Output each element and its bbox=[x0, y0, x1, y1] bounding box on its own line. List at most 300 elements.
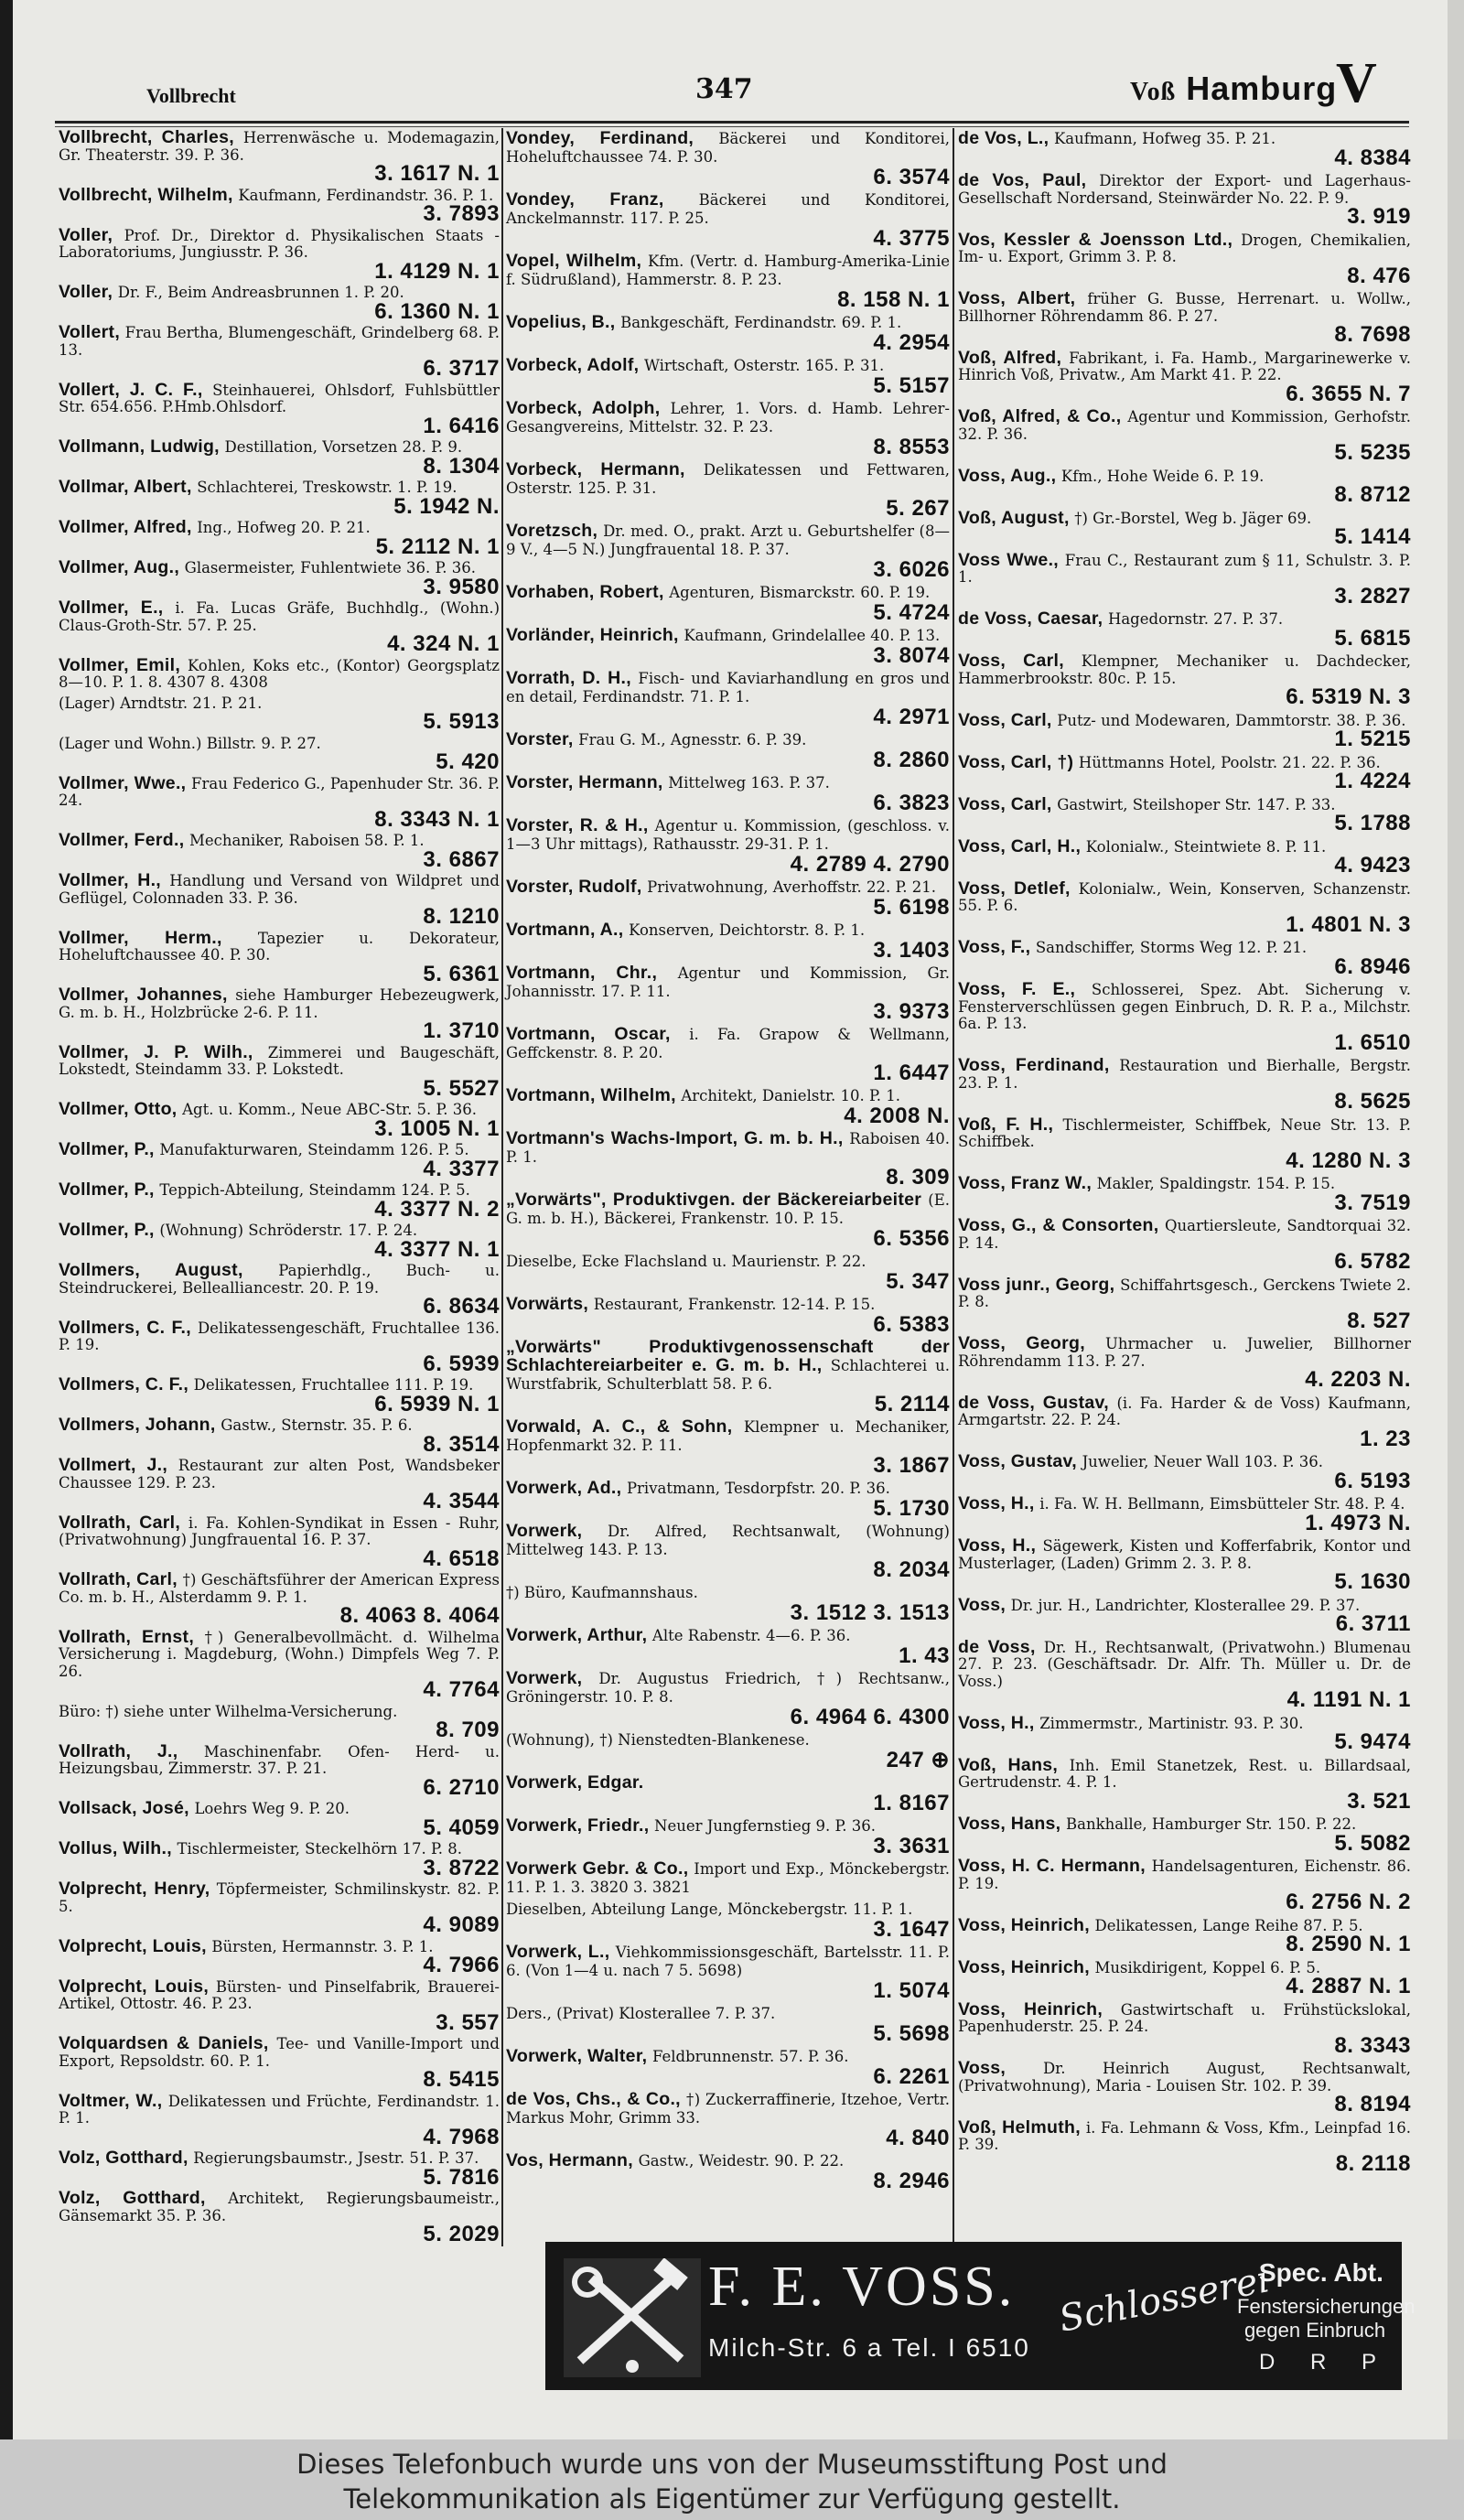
entry-details: Schlachterei u. Wurstfabrik, Schulterblatt 58. P. 6. bbox=[506, 1357, 950, 1393]
entry-name: Voss, Franz W., bbox=[958, 1173, 1093, 1193]
entry-phone-number: 4. 2887 N. 1 bbox=[1286, 1974, 1411, 1998]
entry-details: Dr. Augustus Friedrich, †) Rechtsanw., Gröningerstr. 10. P. 8. bbox=[506, 1670, 950, 1706]
entry-name: Voss junr., Georg, bbox=[958, 1274, 1115, 1295]
column-divider bbox=[953, 128, 954, 2246]
entry-phone-number: 1. 43 bbox=[899, 1643, 950, 1668]
entry-name: Vorwerk, Arthur, bbox=[506, 1625, 648, 1645]
directory-entry bbox=[59, 1179, 500, 1222]
directory-entry bbox=[506, 2152, 950, 2192]
directory-entry bbox=[506, 1418, 950, 1476]
directory-entry bbox=[506, 130, 950, 188]
directory-entry bbox=[506, 1523, 950, 1580]
entry-name: Voß, F. H., bbox=[958, 1114, 1054, 1135]
entry-details: Klempner, Mechaniker u. Dachdecker, Hammerbrookstr. 80c. P. 15. bbox=[958, 652, 1411, 687]
entry-details: Tee- und Vanille-Import und Export, Repsoldstr. 60. P. 1. bbox=[59, 2035, 500, 2070]
entry-details: Frau Federico G., Papenhuder Str. 36. P. 24. bbox=[59, 774, 500, 809]
directory-entry bbox=[59, 1455, 500, 1513]
entry-name: Vollmer, Johannes, bbox=[59, 985, 228, 1005]
entry-phone-number: 6. 3717 bbox=[423, 356, 500, 381]
directory-entry bbox=[59, 987, 500, 1041]
entry-name: Voss, bbox=[958, 2058, 1006, 2078]
header-right-word bbox=[1130, 70, 1337, 108]
entry-name: Vorhaben, Robert, bbox=[506, 582, 664, 602]
page-number: 347 bbox=[695, 73, 753, 105]
entry-phone-number: 4. 8384 bbox=[1334, 145, 1411, 170]
entry-phone-number: 6. 2756 N. 2 bbox=[1286, 1890, 1411, 1914]
directory-entry bbox=[958, 1537, 1411, 1593]
entry-details: Agenturen, Bismarckstr. 60. P. 19. bbox=[669, 584, 931, 601]
entry-phone-number: 247 ⊕ bbox=[886, 1748, 950, 1772]
entry-details: Quartiersleute, Sandtorquai 32. P. 14. bbox=[958, 1217, 1411, 1252]
entry-details: Kaufmann, Ferdinandstr. 36. P. 1. bbox=[238, 186, 494, 204]
directory-entry bbox=[506, 731, 950, 770]
entry-name: Vollmer, Alfred, bbox=[59, 517, 192, 537]
entry-phone-number: 3. 8074 bbox=[873, 643, 950, 668]
entry-phone-number: 1. 4801 N. 3 bbox=[1286, 911, 1411, 937]
entry-name: „Vorwärts", Produktivgen. der Bäckereiarbeiter bbox=[506, 1190, 922, 1210]
entry-details: Ing., Hofweg 20. P. 21. bbox=[197, 519, 371, 536]
entry-name: Vollmer, P., bbox=[59, 1179, 155, 1200]
entry-name: Volprecht, Louis, bbox=[59, 1935, 207, 1956]
directory-entry bbox=[506, 253, 950, 310]
entry-name: Vollmar, Albert, bbox=[59, 477, 192, 497]
entry-details: Direktor der Export- und Lagerhaus-Gesellschaft Nordersand, Steinwärder No. 22. P. 9. bbox=[958, 172, 1411, 207]
entry-details: Dr. Heinrich August, Rechtsanwalt, (Privatwohnung), Maria - Louisen Str. 102. P. 39. bbox=[958, 2060, 1411, 2095]
entry-name: „Vorwärts" Produktivgenossenschaft der Schlachtereiarbeiter e. G. m. b. H., bbox=[506, 1337, 950, 1375]
directory-entry bbox=[506, 627, 950, 666]
entry-name: Vorster, Hermann, bbox=[506, 772, 663, 792]
entry-details: Loehrs Weg 9. P. 20. bbox=[194, 1800, 350, 1817]
directory-entry bbox=[59, 1740, 500, 1800]
entry-details: Töpfermeister, Schmilinskystr. 82. P. 5. bbox=[59, 1880, 500, 1915]
directory-entry bbox=[506, 461, 950, 519]
directory-entry bbox=[958, 981, 1411, 1053]
directory-entry bbox=[958, 130, 1411, 168]
directory-entry bbox=[59, 1317, 500, 1376]
entry-name: Vorster, R. & H., bbox=[506, 815, 649, 835]
header-left-word: Vollbrecht bbox=[146, 84, 236, 107]
entry-details: Agentur u. Kommission, (geschloss. v. 1—3 Uhr mittags), Rathausstr. 29-31. P. 1. bbox=[506, 817, 951, 853]
directory-entry bbox=[958, 1636, 1411, 1712]
entry-details: Gastwirt, Steilshoper Str. 147. P. 33. bbox=[1057, 795, 1336, 813]
directory-entry bbox=[59, 2033, 500, 2092]
entry-details: (Lager und Wohn.) Billstr. 9. P. 27. bbox=[59, 734, 321, 752]
directory-entry bbox=[958, 1392, 1411, 1451]
entry-name: Vorster, bbox=[506, 729, 574, 749]
entry-name: Voß, Hans, bbox=[958, 1754, 1059, 1775]
entry-name: Vorwald, A. C., & Sohn, bbox=[506, 1416, 733, 1437]
directory-entry bbox=[506, 400, 950, 458]
entry-phone-number: 3. 7893 bbox=[423, 201, 500, 226]
entry-name: Vorwerk, Edgar. bbox=[506, 1772, 644, 1793]
binding-edge-shadow bbox=[0, 0, 13, 2439]
entry-details: (E. G. m. b. H.), Bäckerei, Frankenstr. 10. P. 15. bbox=[506, 1191, 950, 1227]
entry-details: Raboisen 40. P. 1. bbox=[506, 1130, 950, 1166]
entry-phone-number: 1. 5215 bbox=[1334, 727, 1411, 751]
entry-name: Voller, bbox=[59, 224, 113, 245]
entry-details: Architekt, Danielstr. 10. P. 1. bbox=[681, 1087, 900, 1104]
entry-phone-number: 5. 1414 bbox=[1334, 524, 1411, 549]
entry-details: früher G. Busse, Herrenart. u. Wollw., Billhorner Röhrendamm 86. P. 27. bbox=[958, 290, 1411, 325]
entry-details: i. Fa. Grapow & Wellmann, Geffckenstr. 8. P. 20. bbox=[506, 1026, 951, 1061]
entry-name: Voretzsch, bbox=[506, 521, 598, 541]
directory-entry bbox=[506, 964, 950, 1022]
directory-entry bbox=[506, 1026, 950, 1083]
entry-phone-number: 6. 5383 bbox=[873, 1312, 950, 1337]
entry-details: Putz- und Modewaren, Dammtorstr. 38. P. 36. bbox=[1057, 711, 1406, 729]
entry-details: Glasermeister, Fuhlentwiete 36. P. 36. bbox=[184, 559, 476, 576]
entry-phone-number: 6. 3655 N. 7 bbox=[1286, 381, 1411, 406]
entry-name: Vollmers, C. F., bbox=[59, 1317, 191, 1338]
directory-entry bbox=[59, 2090, 500, 2149]
entry-phone-number: 4. 1280 N. 3 bbox=[1286, 1147, 1411, 1173]
entry-phone-number: 4. 2203 N. bbox=[1305, 1367, 1411, 1392]
entry-name: Vortmann, Wilhelm, bbox=[506, 1085, 676, 1105]
entry-details: Zimmermstr., Martinistr. 93. P. 30. bbox=[1039, 1714, 1304, 1732]
entry-details: Teppich-Abteilung, Steindamm 124. P. 5. bbox=[159, 1181, 470, 1199]
directory-entry bbox=[506, 1774, 950, 1814]
entry-details: Bürsten, Hermannstr. 3. P. 1. bbox=[211, 1937, 434, 1955]
entry-details: Agentur und Kommission, Gr. Johannisstr. 17. P. 11. bbox=[506, 964, 950, 1000]
entry-name: Voss, Carl, bbox=[958, 793, 1052, 814]
entry-name: Vos, Hermann, bbox=[506, 2150, 633, 2170]
entry-phone-number: 6. 5356 bbox=[873, 1226, 950, 1251]
entry-name: Voss, Carl, bbox=[958, 651, 1064, 671]
entry-phone-number: 6. 2710 bbox=[423, 1774, 500, 1800]
entry-details: Bäckerei und Konditorei, Anckelmannstr. 117. P. 25. bbox=[506, 191, 950, 227]
entry-phone-number: 8. 4063 8. 4064 bbox=[339, 1603, 500, 1628]
entry-details: Mittelweg 163. P. 37. bbox=[668, 774, 830, 792]
entry-name: Volz, Gotthard, bbox=[59, 2188, 206, 2208]
page-edge bbox=[1448, 0, 1464, 2439]
header-right-prefix: Voß bbox=[1130, 78, 1177, 106]
entry-phone-number: 8. 2118 bbox=[1335, 2150, 1411, 2176]
entry-phone-number: 6. 3574 bbox=[873, 165, 950, 189]
entry-details: Kolonialw., Wein, Konserven, Schanzenstr. 55. P. 6. bbox=[958, 879, 1411, 914]
directory-entry bbox=[59, 600, 500, 654]
directory-entry bbox=[506, 1860, 950, 1897]
entry-name: Vortmann, Chr., bbox=[506, 963, 658, 983]
directory-entry bbox=[59, 1512, 500, 1571]
entry-phone-number: 1. 4129 N. 1 bbox=[374, 258, 500, 284]
entry-details: †) Büro, Kaufmannshaus. bbox=[506, 1584, 698, 1601]
entry-name: Vollmers, August, bbox=[59, 1260, 243, 1280]
entry-name: Vorwerk, L., bbox=[506, 1942, 610, 1962]
entry-name: Vollrath, Carl, bbox=[59, 1512, 181, 1533]
entry-phone-number: 3. 1403 bbox=[873, 938, 950, 963]
directory-entry bbox=[506, 1087, 950, 1126]
entry-name: Vollmer, P., bbox=[59, 1139, 155, 1159]
entry-phone-number: 4. 1191 N. 1 bbox=[1286, 1687, 1411, 1712]
directory-entry bbox=[506, 817, 950, 875]
entry-name: Vollmer, Emil, bbox=[59, 654, 181, 675]
header-rule bbox=[55, 121, 1409, 124]
entry-phone-number: 1. 6416 bbox=[423, 413, 500, 438]
directory-entry bbox=[506, 522, 950, 580]
entry-phone-number: 3. 1005 N. 1 bbox=[374, 1115, 500, 1141]
entry-phone-number: 4. 2971 bbox=[873, 705, 950, 729]
directory-entry bbox=[958, 549, 1411, 608]
entry-phone-number: 5. 420 bbox=[436, 749, 500, 774]
entry-name: Vorwerk, bbox=[506, 1668, 583, 1688]
entry-phone-number: 8. 3514 bbox=[423, 1431, 500, 1457]
ad-spec: Spec. Abt. bbox=[1259, 2258, 1383, 2287]
entry-details: Delikatessen, Fruchtallee 111. P. 19. bbox=[193, 1376, 474, 1394]
entry-name: Vollmer, J. P. Wilh., bbox=[59, 1041, 253, 1062]
entry-name: Vollmert, J., bbox=[59, 1455, 168, 1475]
entry-phone-number: 1. 6510 bbox=[1334, 1029, 1411, 1055]
entry-details: Fisch- und Kaviarhandlung en gros und en detail, Ferdinandstr. 71. P. 1. bbox=[506, 670, 950, 705]
directory-entry bbox=[59, 1935, 500, 1977]
directory-entry bbox=[958, 1815, 1411, 1854]
directory-entry bbox=[958, 1057, 1411, 1113]
directory-entry bbox=[59, 1139, 500, 1181]
entry-details: Dr. H., Rechtsanwalt, (Privatwohn.) Blumenau 27. P. 23. (Geschäftsadr. Dr. Alfr. Th. Müller u. Dr. de Voss.) bbox=[958, 1638, 1411, 1690]
entry-phone-number: 4. 2789 4. 2790 bbox=[790, 852, 950, 877]
column-3 bbox=[958, 130, 1411, 2178]
entry-details: Sägewerk, Kisten und Kofferfabrik, Kontor und Musterlager, (Laden) Grimm 2. 3. P. 8. bbox=[958, 1537, 1411, 1572]
attribution-footer bbox=[0, 2439, 1464, 2520]
entry-phone-number: 8. 158 N. 1 bbox=[837, 287, 950, 312]
entry-name: Volz, Gotthard, bbox=[59, 2148, 188, 2168]
entry-details: Konserven, Deichtorstr. 8. P. 1. bbox=[629, 921, 866, 939]
entry-phone-number: 3. 1617 N. 1 bbox=[374, 161, 500, 186]
directory-entry bbox=[958, 709, 1411, 751]
entry-name: Voß, August, bbox=[958, 507, 1070, 528]
entry-details: (i. Fa. Harder & de Voss) Kaufmann, Armgartstr. 22. P. 24. bbox=[958, 1394, 1411, 1428]
entry-details: Inh. Emil Stanetzek, Rest. u. Billardsaal, Gertrudenstr. 4. P. 1. bbox=[958, 1756, 1411, 1791]
entry-name: Vollert, bbox=[59, 322, 121, 342]
entry-name: Voß, Alfred, & Co., bbox=[958, 406, 1122, 426]
entry-name: de Vos, Paul, bbox=[958, 170, 1087, 190]
ad-brand: F. E. VOSS. bbox=[708, 2256, 1016, 2318]
directory-entry bbox=[59, 322, 500, 381]
entry-details: Klempner u. Mechaniker, Hopfenmarkt 32. P. 11. bbox=[506, 1418, 950, 1454]
entry-details: (Wohnung) Schröderstr. 17. P. 24. bbox=[159, 1222, 418, 1239]
directory-entry bbox=[59, 1976, 500, 2035]
entry-details: Sandschiffer, Storms Weg 12. P. 21. bbox=[1035, 939, 1308, 956]
entry-phone-number: 6. 1360 N. 1 bbox=[374, 298, 500, 324]
entry-name: Voss, Heinrich, bbox=[958, 1956, 1090, 1977]
entry-phone-number: 3. 521 bbox=[1347, 1788, 1411, 1814]
directory-entry bbox=[506, 584, 950, 623]
entry-phone-number: 8. 709 bbox=[436, 1718, 500, 1742]
entry-phone-number: 4. 3377 N. 1 bbox=[374, 1236, 500, 1262]
entry-name: de Voss, Caesar, bbox=[958, 608, 1103, 629]
entry-phone-number: 8. 7698 bbox=[1334, 322, 1411, 347]
entry-phone-number: 4. 9089 bbox=[423, 1912, 500, 1937]
directory-entry bbox=[506, 1584, 950, 1623]
entry-details: Schlachterei, Treskowstr. 1. P. 19. bbox=[197, 479, 458, 496]
entry-phone-number: 1. 5074 bbox=[873, 1978, 950, 2003]
directory-entry bbox=[506, 1480, 950, 1519]
entry-details: Frau Bertha, Blumengeschäft, Grindelberg 68. P. 13. bbox=[59, 324, 500, 359]
entry-name: Voss, Heinrich, bbox=[958, 1914, 1090, 1935]
entry-details: Lehrer, 1. Vors. d. Hamb. Lehrer-Gesangvereins, Mittelstr. 32. P. 23. bbox=[506, 400, 950, 436]
page-header bbox=[55, 52, 1409, 114]
entry-name: Vorwerk, Walter, bbox=[506, 2046, 648, 2066]
directory-entry bbox=[59, 184, 500, 226]
entry-phone-number: 4. 3377 N. 2 bbox=[374, 1196, 500, 1222]
entry-name: Vollmer, Ferd., bbox=[59, 830, 185, 850]
entry-phone-number: 6. 5319 N. 3 bbox=[1286, 684, 1411, 709]
directory-entry bbox=[59, 1626, 500, 1702]
entry-details: Drogen, Chemikalien, Im- u. Export, Grimm 3. P. 8. bbox=[958, 231, 1411, 265]
entry-phone-number: 8. 8712 bbox=[1334, 482, 1411, 507]
entry-details: Steinhauerei, Ohlsdorf, Fuhlsbüttler Str. 654.656. P.Hmb.Ohlsdorf. bbox=[59, 381, 500, 415]
entry-name: Vollmer, P., bbox=[59, 1220, 155, 1240]
entry-details: Dr. jur. H., Landrichter, Klosterallee 29. P. 37. bbox=[1010, 1596, 1361, 1614]
entry-name: Vollmer, H., bbox=[59, 870, 162, 890]
entry-phone-number: 1. 6447 bbox=[873, 1061, 950, 1085]
entry-details: †) Gr.-Borstel, Weg b. Jäger 69. bbox=[1074, 509, 1312, 527]
entry-phone-number: 3. 1867 bbox=[873, 1453, 950, 1478]
entry-details: Herrenwäsche u. Modemagazin, Gr. Theaterstr. 39. P. 36. bbox=[59, 129, 500, 164]
entry-name: Vortmann, A., bbox=[506, 920, 624, 940]
entry-phone-number: 4. 2954 bbox=[873, 330, 950, 355]
entry-phone-number: 8. 2034 bbox=[873, 1557, 950, 1582]
entry-name: Vopelius, B., bbox=[506, 312, 616, 332]
column-2 bbox=[506, 130, 950, 2195]
entry-name: Voss, Georg, bbox=[958, 1333, 1085, 1353]
entry-phone-number: 8. 476 bbox=[1347, 263, 1411, 288]
entry-details: Frau C., Restaurant zum § 11, Schulstr. 3. P. 1. bbox=[958, 551, 1411, 586]
directory-entry bbox=[59, 736, 500, 772]
entry-name: Vondey, Franz, bbox=[506, 189, 664, 210]
directory-entry bbox=[506, 2048, 950, 2087]
entry-phone-number: 8. 309 bbox=[886, 1165, 950, 1190]
entry-phone-number: 6. 8634 bbox=[423, 1294, 500, 1319]
directory-entry bbox=[506, 1944, 950, 2001]
entry-phone-number: 4. 7968 bbox=[423, 2124, 500, 2149]
entry-phone-number: 8. 2860 bbox=[873, 748, 950, 772]
directory-entry bbox=[506, 191, 950, 249]
entry-name: Voss, Carl, H., bbox=[958, 835, 1082, 856]
entry-details: Musikdirigent, Koppel 6. P. 5. bbox=[1094, 1958, 1321, 1976]
entry-details: Privatmann, Tesdorpfstr. 20. P. 36. bbox=[626, 1480, 890, 1497]
entry-phone-number: 6. 5939 N. 1 bbox=[374, 1391, 500, 1416]
footer-line-2: Telekommunikation als Eigentümer zur Verfügung gestellt. bbox=[343, 2483, 1121, 2515]
entry-phone-number: 5. 6198 bbox=[873, 895, 950, 920]
entry-details: i. Fa. Lucas Gräfe, Buchhdlg., (Wohn.) Claus-Groth-Str. 57. P. 25. bbox=[59, 599, 501, 634]
entry-details: Frau G. M., Agnesstr. 6. P. 39. bbox=[578, 731, 807, 748]
entry-details: Tapezier u. Dekorateur, Hoheluftchaussee 40. P. 30. bbox=[59, 929, 500, 964]
entry-phone-number: 6. 3823 bbox=[873, 791, 950, 815]
entry-name: Vollmer, Aug., bbox=[59, 557, 180, 577]
entry-details: Destillation, Vorsetzen 28. P. 9. bbox=[224, 438, 463, 456]
directory-entry bbox=[958, 1175, 1411, 1213]
entry-details: Schiffahrtsgesch., Gerckens Twiete 2. P. 8. bbox=[958, 1276, 1411, 1310]
entry-phone-number: 4. 2008 N. bbox=[844, 1104, 950, 1128]
directory-entry bbox=[506, 1670, 950, 1728]
entry-name: de Vos, Chs., & Co., bbox=[506, 2089, 681, 2109]
entry-phone-number: 6. 4964 6. 4300 bbox=[790, 1705, 950, 1729]
directory-entry bbox=[59, 282, 500, 324]
directory-entry bbox=[958, 1217, 1411, 1273]
entry-details: Schlosserei, Spez. Abt. Sicherung v. Fensterverschlüssen gegen Einbruch, D. R. P. a., Milchstr. 6a. P. 13. bbox=[958, 981, 1411, 1032]
directory-entry bbox=[59, 870, 500, 929]
advertisement-fe-voss bbox=[545, 2242, 1416, 2390]
entry-phone-number: 3. 557 bbox=[436, 2009, 500, 2035]
directory-entry bbox=[59, 1260, 500, 1319]
entry-details: i. Fa. Kohlen-Syndikat in Essen - Ruhr, (Privatwohnung) Jungfrauental 16. P. 37. bbox=[59, 1513, 500, 1548]
entry-phone-number: 6. 3711 bbox=[1335, 1611, 1411, 1636]
entry-details: Prof. Dr., Direktor d. Physikalischen Staats - Laboratoriums, Jungiusstr. P. 36. bbox=[59, 226, 500, 261]
entry-name: Vollrath, J., bbox=[59, 1740, 178, 1761]
entry-phone-number: 6. 5939 bbox=[423, 1351, 500, 1376]
directory-entry bbox=[506, 1191, 950, 1249]
entry-name: Vollmann, Ludwig, bbox=[59, 436, 220, 457]
entry-details: Agt. u. Komm., Neue ABC-Str. 5. P. 36. bbox=[182, 1101, 478, 1118]
directory-entry bbox=[506, 1253, 950, 1292]
directory-entry bbox=[59, 1041, 500, 1101]
directory-entry bbox=[958, 793, 1411, 835]
entry-name: Vorster, Rudolf, bbox=[506, 877, 642, 897]
entry-name: Vollbrecht, Charles, bbox=[59, 127, 234, 147]
entry-name: Voss, Carl, †) bbox=[958, 751, 1074, 772]
entry-name: Voss, Carl, bbox=[958, 709, 1052, 730]
entry-name: Voss, F. E., bbox=[958, 979, 1076, 999]
directory-entry bbox=[59, 557, 500, 599]
entry-phone-number: 5. 5527 bbox=[423, 1075, 500, 1101]
entry-name: Vollmer, Otto, bbox=[59, 1099, 178, 1119]
entry-name: Voss, Heinrich, bbox=[958, 1998, 1103, 2019]
entry-phone-number: 5. 1630 bbox=[1334, 1569, 1411, 1594]
entry-phone-number: 6. 5193 bbox=[1334, 1468, 1411, 1493]
entry-details: Uhrmacher u. Juwelier, Billhorner Röhrendamm 113. P. 27. bbox=[958, 1335, 1411, 1370]
directory-entry bbox=[958, 1594, 1411, 1636]
entry-name: Vollmer, E., bbox=[59, 598, 164, 618]
entry-name: Voss, H., bbox=[958, 1493, 1035, 1513]
entry-phone-number: 5. 5698 bbox=[873, 2021, 950, 2046]
entry-details: Import und Exp., Mönckebergstr. 11. P. 1. 3. 3820 3. 3821 bbox=[506, 1860, 950, 1896]
directory-entry bbox=[958, 880, 1411, 936]
entry-details: Handelsagenturen, Eichenstr. 86. P. 19. bbox=[958, 1858, 1411, 1892]
directory-entry bbox=[958, 1453, 1411, 1492]
entry-name: Voss Wwe., bbox=[958, 549, 1060, 570]
entry-phone-number: 4. 3544 bbox=[423, 1489, 500, 1513]
entry-name: Vollmers, Johann, bbox=[59, 1415, 216, 1435]
entry-phone-number: 8. 5415 bbox=[423, 2067, 500, 2092]
entry-name: Vollmer, Wwe., bbox=[59, 772, 187, 793]
entry-name: Vollbrecht, Wilhelm, bbox=[59, 184, 233, 205]
entry-name: Vollsack, José, bbox=[59, 1798, 189, 1818]
entry-phone-number: 8. 1304 bbox=[423, 453, 500, 479]
entry-details: Kfm. (Vertr. d. Hamburg-Amerika-Linie f. Südrußland), Hammerstr. 8. P. 23. bbox=[506, 253, 950, 288]
directory-entry bbox=[59, 1838, 500, 1880]
directory-entry bbox=[958, 347, 1411, 406]
directory-entry bbox=[958, 1956, 1411, 1998]
entry-details: (Lager) Arndtstr. 21. P. 21. bbox=[59, 694, 263, 712]
entry-details: Tischlermeister, Steckelhörn 17. P. 8. bbox=[177, 1840, 462, 1858]
directory-entry bbox=[506, 2005, 950, 2044]
directory-entry bbox=[958, 1116, 1411, 1172]
entry-details: Mechaniker, Raboisen 58. P. 1. bbox=[189, 832, 425, 849]
entry-details: Dr. F., Beim Andreasbrunnen 1. P. 20. bbox=[117, 284, 404, 301]
entry-phone-number: 5. 4724 bbox=[873, 600, 950, 625]
directory-entry bbox=[958, 229, 1411, 288]
entry-phone-number: 8. 8553 bbox=[873, 435, 950, 459]
directory-entry bbox=[59, 927, 500, 986]
directory-entry bbox=[506, 1731, 950, 1771]
entry-details: Makler, Spaldingstr. 154. P. 15. bbox=[1096, 1175, 1336, 1192]
entry-phone-number: 8. 8194 bbox=[1334, 2092, 1411, 2116]
ad-patent: D R P bbox=[1259, 2350, 1392, 2375]
entry-name: de Voss, bbox=[958, 1636, 1036, 1657]
directory-entry bbox=[59, 477, 500, 519]
entry-phone-number: 3. 6026 bbox=[873, 557, 950, 582]
entry-details: Wirtschaft, Osterstr. 165. P. 31. bbox=[643, 357, 885, 374]
